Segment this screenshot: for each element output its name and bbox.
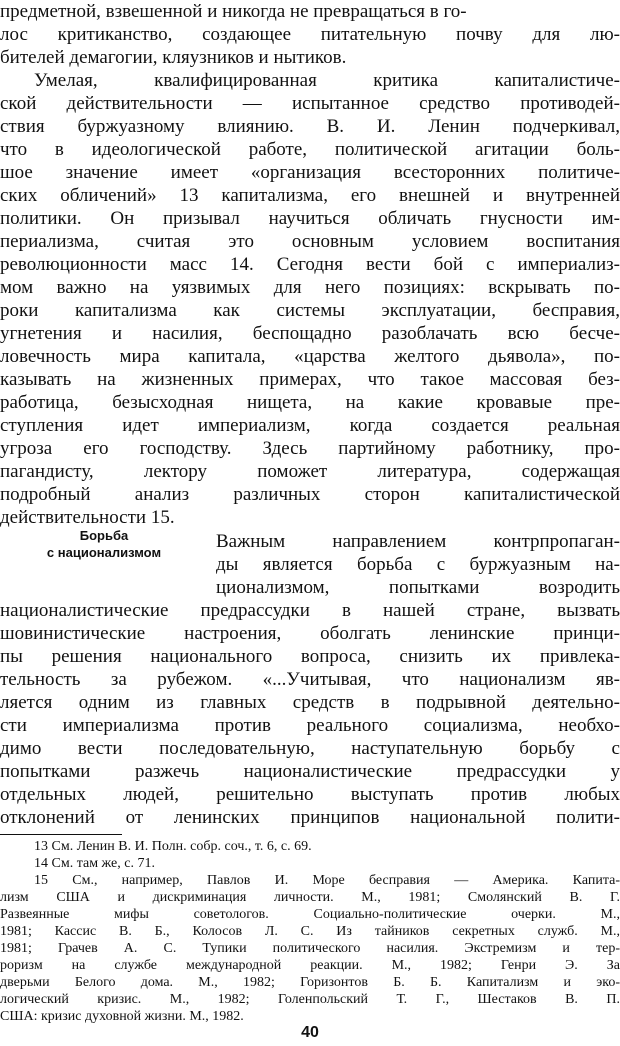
side-heading: с национализмом [46, 545, 162, 560]
body-line: пагандисту, лектору поможет литература, содержащая [0, 461, 620, 482]
footnote: США: кризис духовной жизни. М., 1982. [0, 1009, 244, 1024]
section-line: тельность за рубежом. «...Учитывая, что национализм яв- [0, 669, 620, 690]
footnote: 1981; Грачев А. С. Тупики политического насилия. Экстремизм и тер- [0, 941, 620, 956]
body-line: ловечность мира капитала, «царства желтого дьявола», по- [0, 346, 620, 367]
body-line: казывать на жизненных примерах, что такое массовая без- [0, 369, 620, 390]
footnote: логический кризис. М., 1982; Голенпольский Т. Г., Шестаков В. П. [0, 992, 620, 1007]
body-line: ствия буржуазному влиянию. В. И. Ленин подчеркивал, [0, 116, 620, 137]
section-line: отклонений от ленинских принципов национальной полити- [0, 807, 620, 828]
footnote: 14 См. там же, с. 71. [34, 856, 155, 871]
body-line: мом важно на уязвимых для него позициях: вскрывать по- [0, 277, 620, 298]
footnote: Развеянные мифы советологов. Социально-политические очерки. М., [0, 907, 620, 922]
section-line: димо вести последовательную, наступательную борьбу с [0, 738, 620, 759]
section-line: пы решения национального вопроса, снизить их привлека- [0, 646, 620, 667]
body-line: что в идеологической работе, политической агитации боль- [0, 139, 620, 160]
footnote: роризм на службе международной реакции. М., 1982; Генри Э. За [0, 958, 620, 973]
body-line: работица, безысходная нищета, на какие кровавые пре- [0, 392, 620, 413]
body-line: ступления идет империализм, когда создается реальная [0, 415, 620, 436]
body-line: угнетения и насилия, беспощадно разоблачать всю бесче- [0, 323, 620, 344]
section-line: попытками разжечь националистические предрассудки у [0, 761, 620, 782]
section-line: националистические предрассудки в нашей стране, вызвать [0, 600, 620, 621]
section-line: ционализмом, попытками возродить [216, 577, 620, 598]
section-line: Важным направлением контрпропаган- [216, 531, 620, 552]
footnote: лизм США и дискриминация личности. М., 1981; Смолянский В. Г. [0, 890, 620, 905]
footnote: 1981; Кассис В. Б., Колосов Л. С. Из тайников секретных служб. М., [0, 924, 620, 939]
body-line: периализма, считая это основным условием воспитания [0, 231, 620, 252]
section-line: отдельных людей, решительно выступать против любых [0, 784, 620, 805]
section-line: ляется одним из главных средств в подрывной деятельно- [0, 692, 620, 713]
body-line: революционности масс 14. Сегодня вести бой с империализ- [0, 254, 620, 275]
body-line: подробный анализ различных сторон капиталистической [0, 484, 620, 505]
footnote: 15 См., например, Павлов И. Море бесправия — Америка. Капита- [34, 873, 620, 888]
body-line: шое значение имеет «организация всесторонних политиче- [0, 162, 620, 183]
body-line: бителей демагогии, кляузников и нытиков. [0, 47, 347, 68]
body-line: роки капитализма как системы эксплуатации, бесправия, [0, 300, 620, 321]
body-line: действительности 15. [0, 507, 175, 528]
page-number: 40 [301, 1024, 319, 1041]
body-line: предметной, взвешенной и никогда не превращаться в го- [0, 1, 467, 22]
section-line: ды является борьба с буржуазным на- [216, 554, 620, 575]
footnote: дверьми Белого дома. М., 1982; Горизонтов Б. Б. Капитализм и эко- [0, 975, 620, 990]
footnote: 13 См. Ленин В. И. Полн. собр. соч., т. 6, с. 69. [34, 839, 312, 854]
footnote-rule [0, 834, 122, 835]
body-line: ской действительности — испытанное средство противодей- [0, 93, 620, 114]
body-line: политики. Он призывал научиться обличать гнусности им- [0, 208, 620, 229]
section-line: шовинистические настроения, оболгать ленинские принци- [0, 623, 620, 644]
side-heading: Борьба [79, 528, 129, 543]
body-line: лос критиканство, создающее питательную почву для лю- [0, 24, 620, 45]
section-line: сти империализма против реального социализма, необхо- [0, 715, 620, 736]
body-line: ских обличений» 13 капитализма, его внешней и внутренней [0, 185, 620, 206]
body-line: Умелая, квалифицированная критика капиталистиче- [34, 70, 620, 91]
body-line: угроза его господству. Здесь партийному работнику, про- [0, 438, 620, 459]
